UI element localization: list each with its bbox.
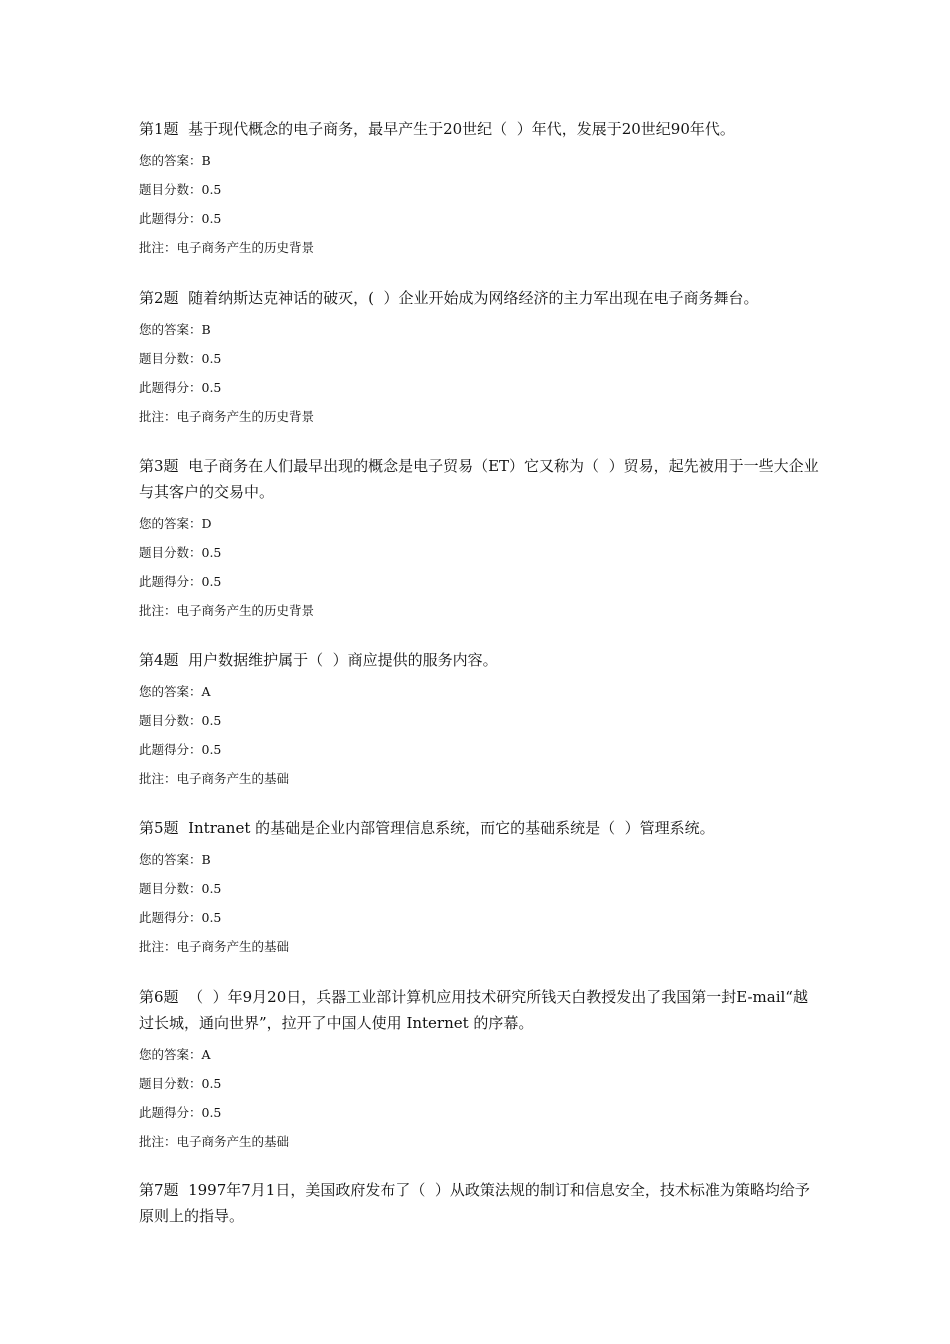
obtained-score: 此题得分：0.5 — [139, 910, 222, 925]
question-5 — [139, 815, 819, 961]
your-answer: 您的答案：B — [139, 322, 211, 337]
annotation: 批注：电子商务产生的基础 — [139, 1134, 290, 1149]
your-answer: 您的答案：A — [139, 1047, 211, 1062]
annotation: 批注：电子商务产生的历史背景 — [139, 409, 315, 424]
question-meta — [139, 315, 819, 431]
question-score: 题目分数：0.5 — [139, 713, 222, 728]
question-score: 题目分数：0.5 — [139, 545, 222, 560]
obtained-score: 此题得分：0.5 — [139, 574, 222, 589]
question-title: 第6题 （ ）年9月20日，兵器工业部计算机应用技术研究所钱天白教授发出了我国第一封E-mail“越过长城，通向世界”，拉开了中国人使用 Internet 的序幕。 — [139, 988, 808, 1032]
question-title: 第5题 Intranet 的基础是企业内部管理信息系统，而它的基础系统是（ ）管理系统。 — [139, 819, 715, 837]
question-6 — [139, 984, 819, 1156]
obtained-score: 此题得分：0.5 — [139, 211, 222, 226]
question-title: 第7题 1997年7月1日，美国政府发布了（ ）从政策法规的制订和信息安全，技术标准为策略均给予原则上的指导。 — [139, 1181, 810, 1225]
question-title: 第2题 随着纳斯达克神话的破灭，( ）企业开始成为网络经济的主力军出现在电子商务舞台。 — [139, 289, 759, 307]
question-meta — [139, 146, 819, 262]
your-answer: 您的答案：D — [139, 516, 212, 531]
question-meta — [139, 1040, 819, 1156]
question-score: 题目分数：0.5 — [139, 881, 222, 896]
question-title: 第1题 基于现代概念的电子商务，最早产生于20世纪（ ）年代，发展于20世纪90年代。 — [139, 120, 735, 138]
obtained-score: 此题得分：0.5 — [139, 742, 222, 757]
obtained-score: 此题得分：0.5 — [139, 380, 222, 395]
annotation: 批注：电子商务产生的历史背景 — [139, 240, 315, 255]
question-score: 题目分数：0.5 — [139, 351, 222, 366]
question-title: 第4题 用户数据维护属于（ ）商应提供的服务内容。 — [139, 651, 498, 669]
your-answer: 您的答案：A — [139, 684, 211, 699]
annotation: 批注：电子商务产生的基础 — [139, 771, 290, 786]
question-score: 题目分数：0.5 — [139, 182, 222, 197]
question-1 — [139, 116, 819, 262]
question-2 — [139, 285, 819, 431]
obtained-score: 此题得分：0.5 — [139, 1105, 222, 1120]
annotation: 批注：电子商务产生的历史背景 — [139, 603, 315, 618]
your-answer: 您的答案：B — [139, 153, 211, 168]
question-meta — [139, 845, 819, 961]
question-score: 题目分数：0.5 — [139, 1076, 222, 1091]
question-title: 第3题 电子商务在人们最早出现的概念是电子贸易（ET）它又称为（ ）贸易，起先被用于一些大企业与其客户的交易中。 — [139, 457, 819, 501]
question-4 — [139, 647, 819, 793]
question-3 — [139, 453, 819, 625]
annotation: 批注：电子商务产生的基础 — [139, 939, 290, 954]
question-meta — [139, 509, 819, 625]
question-7 — [139, 1177, 819, 1229]
your-answer: 您的答案：B — [139, 852, 211, 867]
question-meta — [139, 677, 819, 793]
